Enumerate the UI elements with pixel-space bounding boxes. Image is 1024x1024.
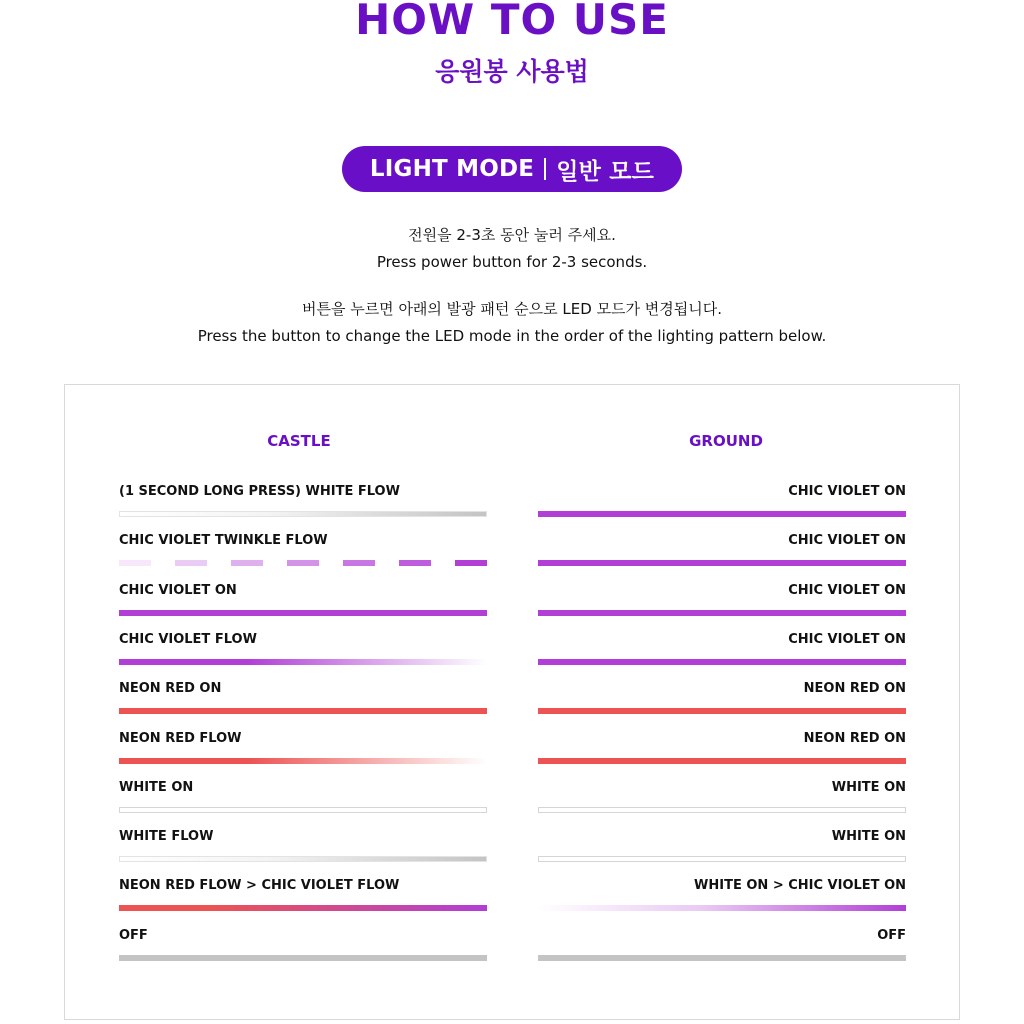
mode-label-ko: 일반 모드 (556, 158, 655, 185)
ground-pattern-label: CHIC VIOLET ON (788, 631, 906, 647)
ground-pattern-label: CHIC VIOLET ON (788, 582, 906, 598)
ground-pattern-bar (538, 856, 906, 862)
mode-label-en: LIGHT MODE (369, 156, 535, 182)
ground-pattern-label: WHITE ON (831, 779, 906, 795)
ground-pattern-bar (538, 905, 906, 911)
page-subtitle: 응원봉 사용법 (435, 57, 589, 86)
castle-pattern-bar (119, 905, 487, 911)
castle-pattern-bar (119, 610, 487, 616)
twinkle-dash (399, 560, 431, 566)
castle-pattern-bar (119, 955, 487, 961)
twinkle-dash (231, 560, 263, 566)
twinkle-dash (119, 560, 151, 566)
mode-divider (544, 158, 546, 180)
instruction-power-ko: 전원을 2-3초 동안 눌러 주세요. (408, 226, 616, 244)
castle-pattern-label: CHIC VIOLET ON (119, 582, 237, 598)
ground-pattern-bar (538, 807, 906, 813)
castle-pattern-label: NEON RED FLOW > CHIC VIOLET FLOW (119, 878, 400, 894)
ground-column-title: GROUND (689, 432, 763, 450)
castle-pattern-bar (119, 659, 487, 665)
castle-pattern-bar (119, 758, 487, 764)
castle-column-title: CASTLE (267, 432, 331, 450)
page-title: HOW TO USE (355, 0, 669, 44)
twinkle-dash (343, 560, 375, 566)
ground-pattern-bar (538, 560, 906, 566)
ground-pattern-label: NEON RED ON (803, 681, 906, 697)
castle-pattern-label: WHITE FLOW (119, 829, 214, 845)
ground-pattern-bar (538, 708, 906, 714)
twinkle-dash (175, 560, 207, 566)
instruction-change-en: Press the button to change the LED mode in the order of the lighting pattern below. (197, 327, 827, 345)
instruction-power-en: Press power button for 2-3 seconds. (376, 253, 648, 271)
twinkle-dash (287, 560, 319, 566)
ground-pattern-bar (538, 955, 906, 961)
ground-pattern-label: OFF (877, 927, 906, 943)
castle-pattern-bar (119, 511, 487, 517)
castle-pattern-label: CHIC VIOLET FLOW (119, 631, 257, 647)
castle-pattern-bar (119, 708, 487, 714)
twinkle-dash (455, 560, 487, 566)
instruction-change-ko: 버튼을 누르면 아래의 발광 패턴 순으로 LED 모드가 변경됩니다. (301, 300, 723, 318)
castle-pattern-bar (119, 856, 487, 862)
castle-pattern-label: OFF (119, 927, 148, 943)
ground-pattern-label: WHITE ON (831, 829, 906, 845)
ground-pattern-label: CHIC VIOLET ON (788, 484, 906, 499)
castle-pattern-label: NEON RED ON (119, 681, 222, 697)
ground-pattern-bar (538, 659, 906, 665)
ground-pattern-label: NEON RED ON (803, 730, 906, 746)
ground-pattern-bar (538, 758, 906, 764)
castle-pattern-label: WHITE ON (119, 779, 194, 795)
pattern-panel (64, 384, 960, 1020)
castle-pattern-label: (1 SECOND LONG PRESS) WHITE FLOW (119, 484, 400, 499)
ground-pattern-label: CHIC VIOLET ON (788, 533, 906, 549)
castle-pattern-label: CHIC VIOLET TWINKLE FLOW (119, 533, 328, 549)
ground-pattern-label: WHITE ON > CHIC VIOLET ON (694, 878, 906, 894)
castle-pattern-label: NEON RED FLOW (119, 730, 242, 746)
ground-pattern-bar (538, 610, 906, 616)
ground-pattern-bar (538, 511, 906, 517)
castle-pattern-bar (119, 807, 487, 813)
light-mode-badge (342, 146, 682, 192)
